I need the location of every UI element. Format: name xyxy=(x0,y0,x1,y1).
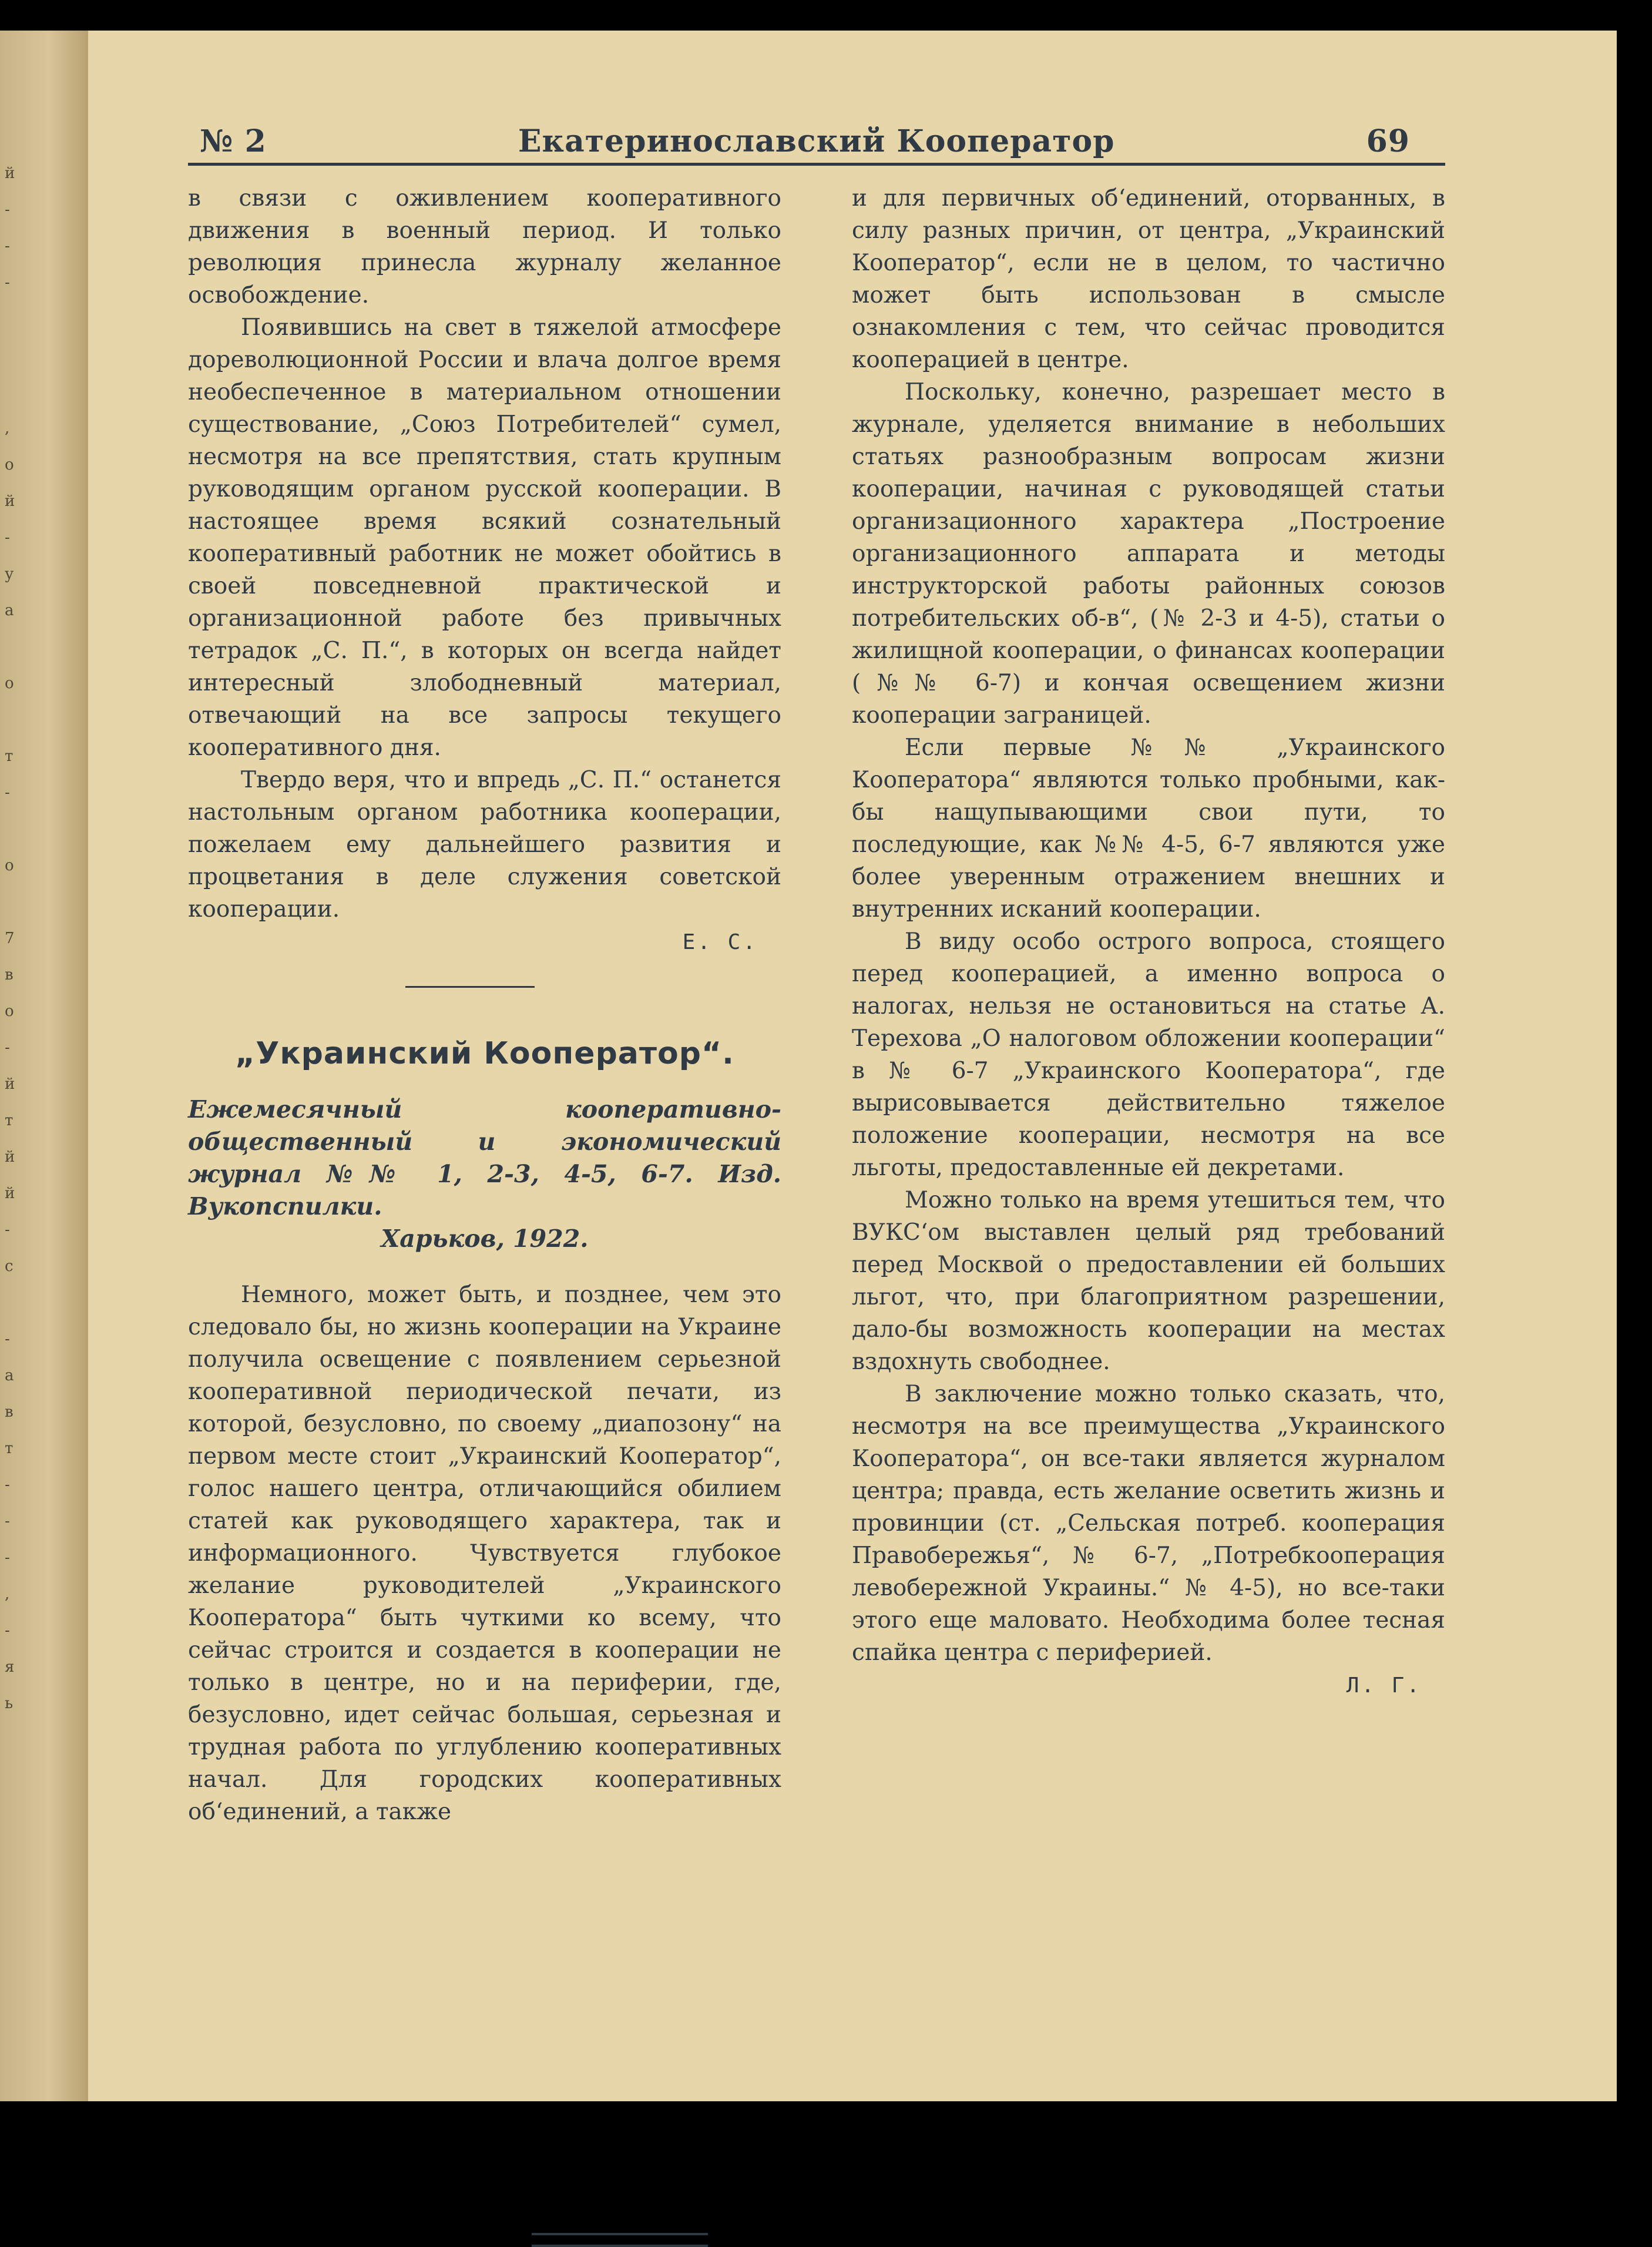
gutter-fragment: о xyxy=(5,857,14,874)
gutter-fragment: й xyxy=(5,165,15,182)
binding-gutter xyxy=(0,31,88,2101)
page-number: 69 xyxy=(1366,123,1410,159)
gutter-fragment: т xyxy=(5,1440,14,1457)
section-divider xyxy=(405,986,535,988)
running-header xyxy=(188,123,1445,166)
two-column-body xyxy=(188,182,1445,1828)
gutter-fragment xyxy=(5,348,28,384)
paragraph: Немного, может быть, и позднее, чем это следовало бы, но жизнь кооперации на Украине получила освещение с появлением серьезной кооперативной периодической печати, из которой, безусловно, по своему „диапозону“ на первом месте стоит „Украинский Кооператор“, голос нашего центра, отличающийся обилием статей как руководящего характера, так и информационного. Чувствуется глубокое желание руководителей „Украинского Кооператора“ быть чуткими ко всему, что сейчас строится и создается в кооперации не только в центре, но и на периферии, где, безусловно, идет сейчас большая, серьезная и трудная работа по углублению кооперативных начал. Для городских кооперативных об‘единений, а также xyxy=(188,1282,781,1825)
review-subtitle-place: Харьков, 1922. xyxy=(381,1225,589,1253)
paragraph: В виду особо острого вопроса, стоящего перед кооперацией, а именно вопроса о налогах, нельзя не остановиться на статье А. Терехова „О налоговом обложении кооперации“ в № 6-7 „Украинского Кооператора“, где вырисовывается действительно тяжелое положение кооперации, несмотря на все льготы, предоставленные ей декретами. xyxy=(852,928,1445,1181)
gutter-fragment xyxy=(5,894,28,931)
gutter-fragment: у xyxy=(5,565,14,583)
gutter-fragment xyxy=(5,712,28,749)
gutter-fragment: в xyxy=(5,966,14,984)
gutter-fragment xyxy=(5,311,28,348)
gutter-fragment: - xyxy=(5,1039,10,1057)
gutter-fragment: о xyxy=(5,456,14,474)
gutter-fragment: - xyxy=(5,1476,10,1494)
gutter-fragment xyxy=(5,821,28,858)
gutter-fragment: т xyxy=(5,1112,14,1129)
paragraph: Твердо веря, что и впредь „С. П.“ останется настольным органом работника кооперации, пожелаем ему дальнейшего развития и процветания в деле служения советской кооперации. xyxy=(188,767,781,923)
gutter-fragment: о xyxy=(5,1002,14,1020)
paragraph: Можно только на время утешиться тем, что ВУКС‘ом выставлен целый ряд требований перед Москвой о предоставлении ей больших льгот, что, при благоприятном разрешении, дало-бы возможность кооперации на местах вздохнуть свободнее. xyxy=(852,1187,1445,1375)
gutter-fragment: , xyxy=(5,420,10,437)
gutter-fragment: я xyxy=(5,1658,15,1676)
gutter-fragment: - xyxy=(5,274,10,291)
gutter-fragment: й xyxy=(5,1148,15,1166)
journal-page xyxy=(188,123,1445,1828)
gutter-fragment: - xyxy=(5,1622,10,1639)
review-subtitle: Ежемесячный кооперативно-общественный и экономический журнал №№ 1, 2-3, 4-5, 6-7. Изд. Вукопспилки. xyxy=(188,1095,781,1220)
left-column xyxy=(188,182,781,1828)
paragraph: В заключение можно только сказать, что, несмотря на все преимущества „Украинского Кооператора“, он все-таки является журналом центра; правда, есть желание осветить жизнь и провинции (ст. „Сельская потреб. кооперация Правобережья“, № 6-7, „Потребкооперация левобережной Украины.“ № 4-5), но все-таки этого еще маловато. Необходима более тесная спайка центра с периферией. xyxy=(852,1381,1445,1666)
gutter-fragment: - xyxy=(5,1512,10,1530)
review-title: „Украинский Кооператор“. xyxy=(235,1036,734,1071)
gutter-fragment: - xyxy=(5,1221,10,1239)
signature-lg: Л. Г. xyxy=(1346,1673,1422,1698)
paragraph: в связи с оживлением кооперативного движения в военный период. И только революция принесла журналу желанное освобождение. xyxy=(188,185,781,308)
gutter-fragment: й xyxy=(5,492,15,510)
right-column xyxy=(852,182,1445,1828)
gutter-fragment: й xyxy=(5,1185,15,1202)
gutter-fragment xyxy=(5,639,28,676)
journal-title: Екатеринославский Кооператор xyxy=(518,123,1115,159)
paragraph: и для первичных об‘единений, оторванных, в силу разных причин, от центра, „Украинский Кооператор“, если не в целом, то частично может быть использован в смысле ознакомления с тем, что сейчас проводится кооперацией в центре. xyxy=(852,185,1445,373)
gutter-fragment: о xyxy=(5,675,14,692)
gutter-fragment: - xyxy=(5,1549,10,1567)
paragraph: Если первые №№ „Украинского Кооператора“ являются только пробными, как-бы нащупывающими свои пути, то последующие, как №№ 4-5, 6-7 являются уже более уверенным отражением внешних и внутренних исканий кооперации. xyxy=(852,735,1445,923)
gutter-fragment: в xyxy=(5,1403,14,1421)
end-double-rule xyxy=(532,2233,708,2247)
gutter-fragment: , xyxy=(5,1585,10,1603)
gutter-fragment: й xyxy=(5,1075,15,1093)
gutter-fragment: - xyxy=(5,784,10,801)
gutter-fragment: - xyxy=(5,201,10,219)
paragraph: Поскольку, конечно, разрешает место в журнале, уделяется внимание в небольших статьях разнообразным вопросам жизни кооперации, начиная с руководящей статьи организационного характера „Построение организационного аппарата и методы инструкторской работы районных союзов потребительских об-в“, (№ 2-3 и 4-5), статьи о жилищной кооперации, о финансах кооперации (№№ 6-7) и кончая освещением жизни кооперации заграницей. xyxy=(852,379,1445,729)
gutter-fragment: а xyxy=(5,1367,14,1384)
gutter-fragment xyxy=(5,384,28,421)
adjacent-page-fragments xyxy=(5,166,28,1732)
signature-es: Е. С. xyxy=(682,930,758,954)
paragraph: Появившись на свет в тяжелой атмосфере дореволюционной России и влача долгое время необеспеченное в материальном отношении существование, „Союз Потребителей“ сумел, несмотря на все препятствия, стать крупным руководящим органом русской кооперации. В настоящее время всякий сознательный кооперативный работник не может обойтись в своей повседневной практической и организационной работе без привычных тетрадок „С. П.“, в которых он всегда найдет интересный злободневный материал, отвечающий на все запросы текущего кооперативного дня. xyxy=(188,314,781,761)
gutter-fragment: - xyxy=(5,529,10,546)
gutter-fragment: а xyxy=(5,602,14,619)
gutter-fragment: - xyxy=(5,1330,10,1348)
gutter-fragment: т xyxy=(5,747,14,765)
gutter-fragment: с xyxy=(5,1257,14,1275)
gutter-fragment: - xyxy=(5,237,10,255)
gutter-fragment: 7 xyxy=(5,930,15,947)
gutter-fragment: ь xyxy=(5,1695,14,1712)
issue-number: № 2 xyxy=(200,123,267,159)
gutter-fragment xyxy=(5,1295,28,1332)
